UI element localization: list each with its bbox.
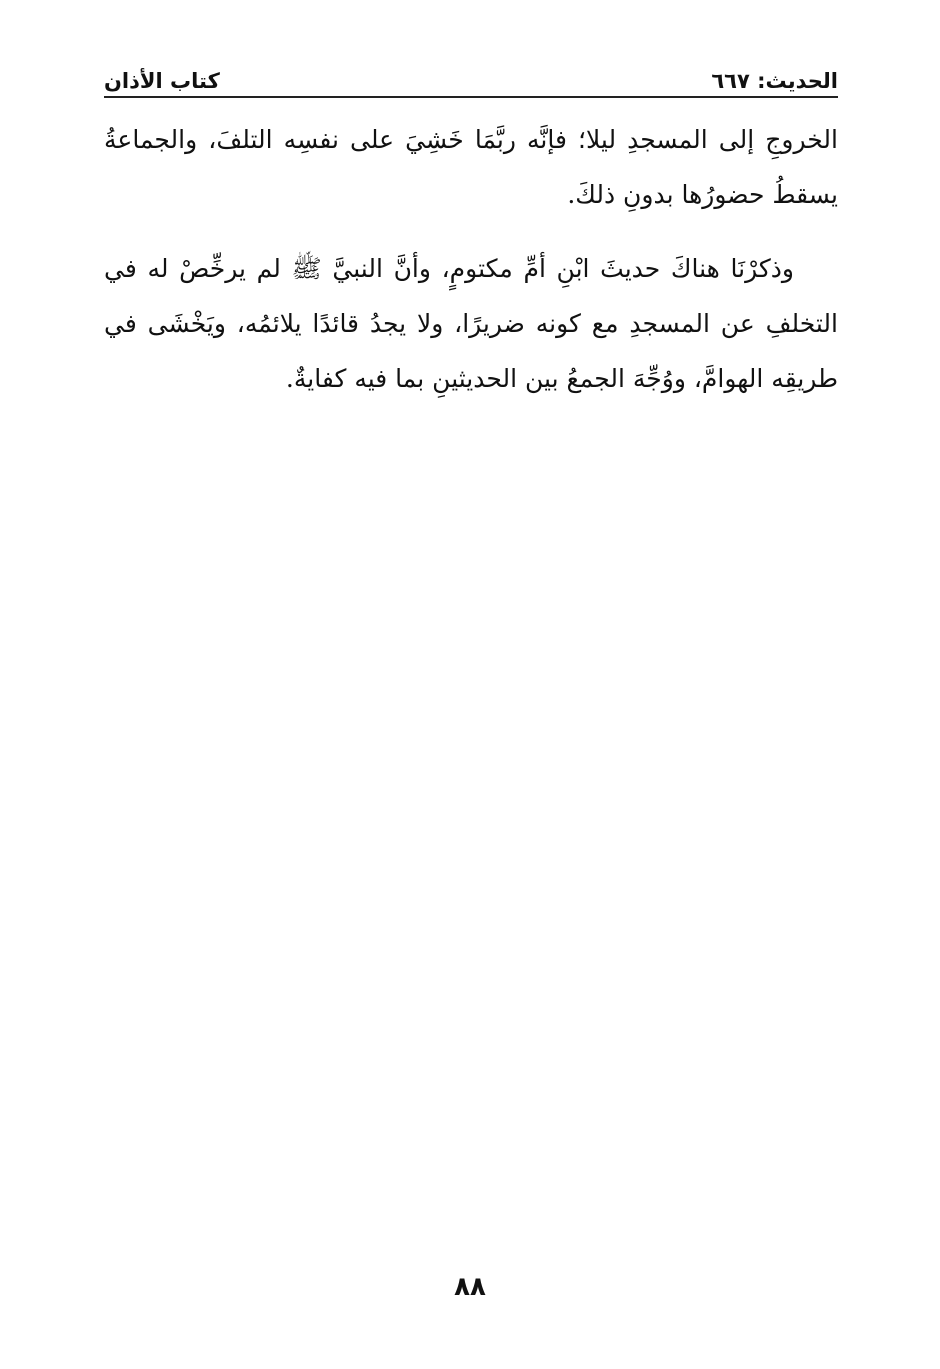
paragraph-1: الخروجِ إلى المسجدِ ليلا؛ فإنَّه ربَّمَا خَشِيَ على نفسِه التلفَ، والجماعةُ يسقطُ حضورُها بدونِ ذلكَ. <box>104 125 838 209</box>
running-header <box>104 58 838 98</box>
body-text <box>104 112 838 425</box>
page-number: ٨٨ <box>454 1272 486 1302</box>
book-title: كتاب الأذان <box>104 68 220 93</box>
hadith-number: الحديث: ٦٦٧ <box>711 68 838 93</box>
paragraph-2: وذكرْنَا هناكَ حديثَ ابْنِ أمِّ مكتومٍ، وأنَّ النبيَّ ﷺ لم يرخِّصْ له في التخلفِ عن المسجدِ مع كونه ضريرًا، ولا يجدُ قائدًا يلائمُه، ويَخْشَى في طريقِه الهوامَّ، ووُجِّهَ الجمعُ بين الحديثينِ بما فيه كفايةٌ. <box>104 254 838 393</box>
